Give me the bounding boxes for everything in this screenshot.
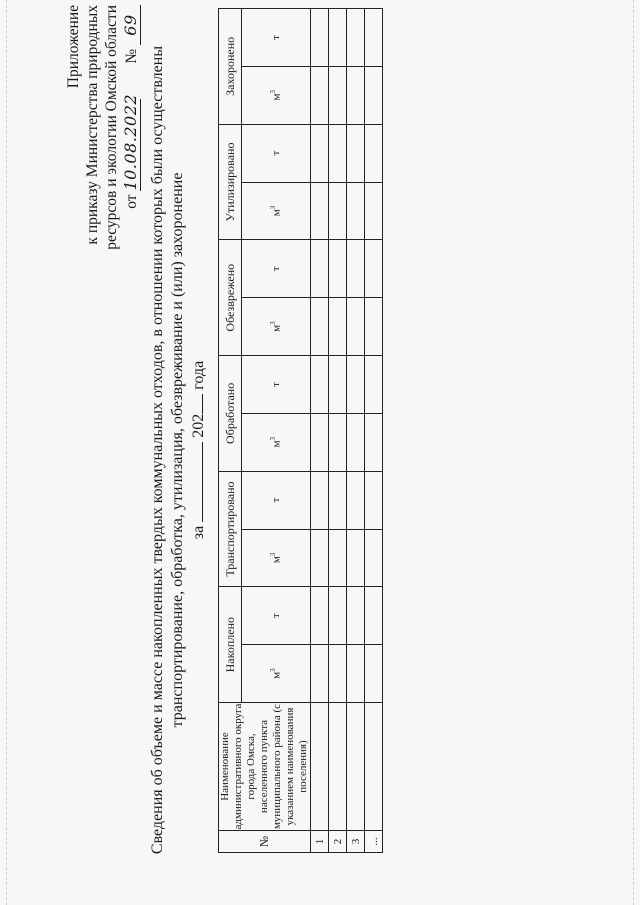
unit-volume: $м^3$ [242,529,311,587]
appendix-title: Приложение [65,5,82,89]
value-cell[interactable] [329,9,347,67]
value-cell[interactable] [329,182,347,240]
value-cell[interactable] [311,413,329,471]
row-number: 1 [311,831,329,853]
value-cell[interactable] [311,645,329,703]
header-number: № [219,831,311,853]
value-cell[interactable] [329,298,347,356]
row-name-cell[interactable] [365,703,383,831]
value-cell[interactable] [347,587,365,645]
value-cell[interactable] [311,182,329,240]
value-cell[interactable] [365,124,383,182]
value-cell[interactable] [311,471,329,529]
title-line-1: Сведения об объеме и массе накопленных твердых коммунальных отходов, в отношении которых были осуществлены [149,45,166,855]
period-suffix: года [190,360,207,390]
appendix-block [64,5,141,250]
period-year: 202 [190,413,207,438]
value-cell[interactable] [365,298,383,356]
row-number: ... [365,831,383,853]
unit-mass: т [242,587,311,645]
value-cell[interactable] [365,240,383,298]
value-cell[interactable] [347,356,365,414]
row-name-cell[interactable] [329,703,347,831]
table-row [329,9,347,853]
header-utilized: Утилизировано [219,124,242,240]
unit-mass: т [242,124,311,182]
unit-mass: т [242,9,311,67]
table-row [347,9,365,853]
header-processed: Обработано [219,356,242,472]
value-cell[interactable] [347,645,365,703]
handwritten-date: 10.08.2022 [121,93,140,191]
header-name: Наименование административного округа города Омска, населенного пункта муниципального района (с указанием наименования поселения) [219,703,309,830]
period-blank-1 [188,442,203,522]
table-body [311,9,383,853]
date-prefix: от [123,194,140,209]
value-cell[interactable] [311,66,329,124]
unit-mass: т [242,471,311,529]
unit-mass: т [242,356,311,414]
appendix-order-line: к приказу Министерства природных [84,5,101,245]
value-cell[interactable] [329,471,347,529]
header-buried: Захоронено [219,9,242,125]
value-cell[interactable] [347,240,365,298]
value-cell[interactable] [311,529,329,587]
value-cell[interactable] [347,9,365,67]
unit-volume: $м^3$ [242,298,311,356]
unit-mass: т [242,240,311,298]
row-name-cell[interactable] [347,703,365,831]
header-transported: Транспортировано [219,471,242,587]
document-title [148,35,209,865]
table-row [365,9,383,853]
table-header-groups [219,9,242,853]
value-cell[interactable] [311,9,329,67]
waste-table [218,8,383,853]
table-row [311,9,329,853]
handwritten-number: 69 [121,5,141,45]
value-cell[interactable] [347,529,365,587]
appendix-date-line [121,5,141,250]
value-cell[interactable] [365,413,383,471]
value-cell[interactable] [347,413,365,471]
period-prefix: за [190,525,207,540]
value-cell[interactable] [311,240,329,298]
value-cell[interactable] [347,66,365,124]
row-name-cell[interactable] [311,703,329,831]
value-cell[interactable] [347,182,365,240]
value-cell[interactable] [365,182,383,240]
period-blank-2 [188,394,203,414]
value-cell[interactable] [329,124,347,182]
unit-volume: $м^3$ [242,182,311,240]
value-cell[interactable] [347,471,365,529]
value-cell[interactable] [365,356,383,414]
title-line-3 [188,35,209,865]
value-cell[interactable] [311,356,329,414]
title-line-2: транспортирование, обработка, утилизация, обезвреживание и (или) захоронение [169,172,186,728]
value-cell[interactable] [329,356,347,414]
unit-volume: $м^3$ [242,413,311,471]
row-number: 3 [347,831,365,853]
header-neutralized: Обезврежено [219,240,242,356]
value-cell[interactable] [365,529,383,587]
header-accumulated: Накоплено [219,587,242,703]
value-cell[interactable] [329,529,347,587]
value-cell[interactable] [311,587,329,645]
value-cell[interactable] [329,645,347,703]
value-cell[interactable] [329,413,347,471]
appendix-ministry-line: ресурсов и экологии Омской области [103,5,120,250]
value-cell[interactable] [365,66,383,124]
value-cell[interactable] [329,240,347,298]
unit-volume: $м^3$ [242,645,311,703]
value-cell[interactable] [365,645,383,703]
value-cell[interactable] [365,587,383,645]
value-cell[interactable] [329,66,347,124]
value-cell[interactable] [365,9,383,67]
value-cell[interactable] [347,298,365,356]
value-cell[interactable] [329,587,347,645]
value-cell[interactable] [311,298,329,356]
row-number: 2 [329,831,347,853]
unit-volume: $м^3$ [242,66,311,124]
number-prefix: № [123,48,140,64]
value-cell[interactable] [365,471,383,529]
value-cell[interactable] [311,124,329,182]
value-cell[interactable] [347,124,365,182]
